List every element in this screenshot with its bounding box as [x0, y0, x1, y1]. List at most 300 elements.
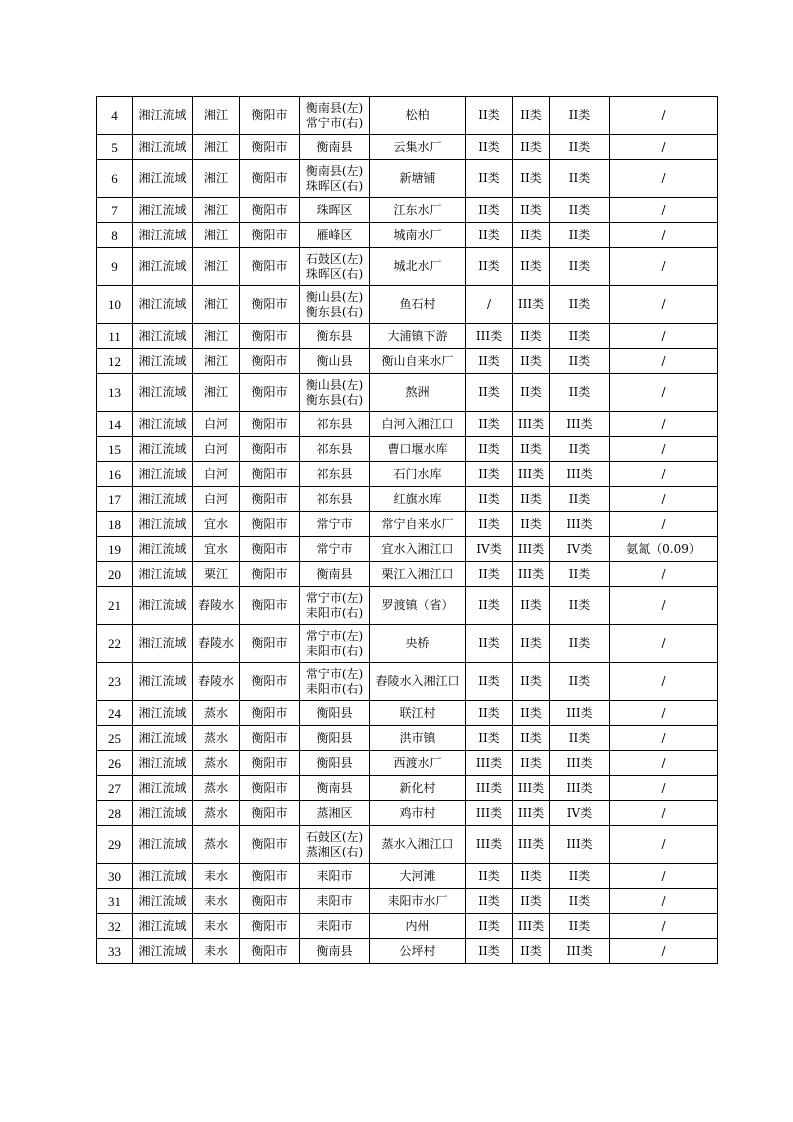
class-cell-2: II类 — [513, 939, 550, 964]
city-cell: 衡阳市 — [240, 663, 300, 701]
note-cell: / — [610, 826, 718, 864]
class-cell-3: II类 — [550, 864, 610, 889]
district-cell — [300, 97, 370, 135]
section-cell: 城北水厂 — [370, 248, 466, 286]
class-cell-3: III类 — [550, 776, 610, 801]
row-number: 6 — [97, 160, 133, 198]
basin-cell: 湘江流域 — [133, 562, 193, 587]
river-cell: 舂陵水 — [193, 587, 240, 625]
class-cell-3: II类 — [550, 889, 610, 914]
basin-cell: 湘江流域 — [133, 97, 193, 135]
city-cell: 衡阳市 — [240, 889, 300, 914]
class-cell-3: II类 — [550, 198, 610, 223]
table-row — [97, 663, 718, 701]
note-cell: / — [610, 701, 718, 726]
basin-cell: 湘江流域 — [133, 324, 193, 349]
note-cell: / — [610, 462, 718, 487]
district-line: 蒸湘区(右) — [305, 844, 364, 859]
class-cell-3: II类 — [550, 487, 610, 512]
river-cell: 白河 — [193, 487, 240, 512]
district-cell — [300, 135, 370, 160]
class-cell-2: II类 — [513, 625, 550, 663]
note-cell: / — [610, 324, 718, 349]
row-number: 19 — [97, 537, 133, 562]
district-line: 衡南县 — [316, 139, 353, 154]
district-line: 衡东县 — [316, 328, 353, 343]
section-cell: 央桥 — [370, 625, 466, 663]
district-line: 衡南县(左) — [305, 100, 364, 115]
city-cell: 衡阳市 — [240, 537, 300, 562]
note-cell: / — [610, 412, 718, 437]
table-row — [97, 286, 718, 324]
district-cell — [300, 248, 370, 286]
class-cell-1: II类 — [466, 135, 513, 160]
class-cell-2: II类 — [513, 349, 550, 374]
row-number: 14 — [97, 412, 133, 437]
section-cell: 红旗水库 — [370, 487, 466, 512]
basin-cell: 湘江流域 — [133, 939, 193, 964]
basin-cell: 湘江流域 — [133, 412, 193, 437]
district-line: 耒阳市(右) — [305, 681, 364, 696]
class-cell-1: II类 — [466, 625, 513, 663]
river-cell: 湘江 — [193, 198, 240, 223]
section-cell: 洪市镇 — [370, 726, 466, 751]
river-cell: 湘江 — [193, 135, 240, 160]
row-number: 16 — [97, 462, 133, 487]
district-line: 石鼓区(左) — [305, 251, 364, 266]
note-cell: / — [610, 160, 718, 198]
row-number: 22 — [97, 625, 133, 663]
row-number: 27 — [97, 776, 133, 801]
district-line: 常宁市(左) — [305, 590, 364, 605]
class-cell-3: II类 — [550, 135, 610, 160]
class-cell-2: II类 — [513, 487, 550, 512]
class-cell-3: III类 — [550, 701, 610, 726]
section-cell: 熬洲 — [370, 374, 466, 412]
class-cell-2: III类 — [513, 562, 550, 587]
class-cell-1: II类 — [466, 462, 513, 487]
class-cell-2: II类 — [513, 751, 550, 776]
basin-cell: 湘江流域 — [133, 726, 193, 751]
note-cell: / — [610, 437, 718, 462]
district-line: 衡阳县 — [316, 755, 353, 770]
river-cell: 湘江 — [193, 349, 240, 374]
city-cell: 衡阳市 — [240, 248, 300, 286]
class-cell-2: III类 — [513, 286, 550, 324]
section-cell: 耒阳市水厂 — [370, 889, 466, 914]
class-cell-3: III类 — [550, 462, 610, 487]
district-cell — [300, 462, 370, 487]
basin-cell: 湘江流域 — [133, 801, 193, 826]
table-row — [97, 939, 718, 964]
class-cell-1: II类 — [466, 939, 513, 964]
district-line: 衡山县 — [316, 353, 353, 368]
note-cell: / — [610, 97, 718, 135]
section-cell: 常宁自来水厂 — [370, 512, 466, 537]
river-cell: 湘江 — [193, 324, 240, 349]
district-cell — [300, 512, 370, 537]
section-cell: 公坪村 — [370, 939, 466, 964]
class-cell-2: II类 — [513, 374, 550, 412]
class-cell-3: III类 — [550, 826, 610, 864]
city-cell: 衡阳市 — [240, 826, 300, 864]
class-cell-1: III类 — [466, 324, 513, 349]
district-line: 珠晖区(右) — [305, 178, 364, 193]
river-cell: 宜水 — [193, 512, 240, 537]
note-cell: / — [610, 726, 718, 751]
district-line: 祁东县 — [316, 416, 353, 431]
river-cell: 耒水 — [193, 914, 240, 939]
class-cell-3: II类 — [550, 437, 610, 462]
table-row — [97, 562, 718, 587]
class-cell-1: II类 — [466, 374, 513, 412]
class-cell-1: II类 — [466, 889, 513, 914]
district-line: 衡南县 — [316, 780, 353, 795]
class-cell-2: II类 — [513, 223, 550, 248]
district-line: 常宁市 — [316, 516, 353, 531]
class-cell-1: II类 — [466, 864, 513, 889]
row-number: 26 — [97, 751, 133, 776]
table-row — [97, 349, 718, 374]
class-cell-3: III类 — [550, 412, 610, 437]
basin-cell: 湘江流域 — [133, 223, 193, 248]
city-cell: 衡阳市 — [240, 726, 300, 751]
city-cell: 衡阳市 — [240, 939, 300, 964]
class-cell-2: III类 — [513, 826, 550, 864]
note-cell: / — [610, 914, 718, 939]
note-cell: / — [610, 487, 718, 512]
district-cell — [300, 701, 370, 726]
basin-cell: 湘江流域 — [133, 248, 193, 286]
class-cell-3: II类 — [550, 97, 610, 135]
row-number: 12 — [97, 349, 133, 374]
district-cell — [300, 487, 370, 512]
district-cell — [300, 939, 370, 964]
section-cell: 新塘铺 — [370, 160, 466, 198]
table-row — [97, 223, 718, 248]
note-cell: / — [610, 625, 718, 663]
basin-cell: 湘江流域 — [133, 625, 193, 663]
section-cell: 蒸水入湘江口 — [370, 826, 466, 864]
class-cell-3: II类 — [550, 663, 610, 701]
district-line: 衡阳县 — [316, 730, 353, 745]
class-cell-3: II类 — [550, 726, 610, 751]
class-cell-2: II类 — [513, 160, 550, 198]
class-cell-3: IV类 — [550, 537, 610, 562]
class-cell-3: II类 — [550, 286, 610, 324]
table-row — [97, 625, 718, 663]
city-cell: 衡阳市 — [240, 198, 300, 223]
class-cell-2: II类 — [513, 889, 550, 914]
district-line: 珠晖区 — [316, 202, 353, 217]
district-line: 祁东县 — [316, 466, 353, 481]
section-cell: 联江村 — [370, 701, 466, 726]
note-cell: / — [610, 349, 718, 374]
river-cell: 湘江 — [193, 374, 240, 412]
note-cell: / — [610, 801, 718, 826]
row-number: 17 — [97, 487, 133, 512]
section-cell: 云集水厂 — [370, 135, 466, 160]
class-cell-1: II类 — [466, 160, 513, 198]
basin-cell: 湘江流域 — [133, 701, 193, 726]
city-cell: 衡阳市 — [240, 776, 300, 801]
district-cell — [300, 349, 370, 374]
river-cell: 蒸水 — [193, 701, 240, 726]
table-row — [97, 826, 718, 864]
district-line: 常宁市(左) — [305, 666, 364, 681]
section-cell: 内州 — [370, 914, 466, 939]
district-cell — [300, 537, 370, 562]
basin-cell: 湘江流域 — [133, 135, 193, 160]
row-number: 23 — [97, 663, 133, 701]
row-number: 33 — [97, 939, 133, 964]
district-line: 衡山县(左) — [305, 377, 364, 392]
table-row — [97, 776, 718, 801]
table-row — [97, 864, 718, 889]
section-cell: 宜水入湘江口 — [370, 537, 466, 562]
class-cell-1: / — [466, 286, 513, 324]
class-cell-2: II类 — [513, 587, 550, 625]
district-cell — [300, 801, 370, 826]
class-cell-3: III类 — [550, 751, 610, 776]
class-cell-1: III类 — [466, 776, 513, 801]
river-cell: 湘江 — [193, 223, 240, 248]
city-cell: 衡阳市 — [240, 751, 300, 776]
note-cell: / — [610, 864, 718, 889]
table-row — [97, 462, 718, 487]
district-cell — [300, 223, 370, 248]
district-cell — [300, 826, 370, 864]
river-cell: 蒸水 — [193, 776, 240, 801]
class-cell-1: II类 — [466, 663, 513, 701]
row-number: 8 — [97, 223, 133, 248]
water-quality-table — [96, 96, 718, 964]
table-row — [97, 512, 718, 537]
district-cell — [300, 374, 370, 412]
city-cell: 衡阳市 — [240, 135, 300, 160]
class-cell-1: II类 — [466, 349, 513, 374]
class-cell-2: II类 — [513, 248, 550, 286]
note-cell: / — [610, 751, 718, 776]
river-cell: 湘江 — [193, 248, 240, 286]
district-cell — [300, 198, 370, 223]
district-cell — [300, 437, 370, 462]
city-cell: 衡阳市 — [240, 487, 300, 512]
section-cell: 新化村 — [370, 776, 466, 801]
class-cell-2: III类 — [513, 537, 550, 562]
note-cell: / — [610, 587, 718, 625]
section-cell: 曹口堰水库 — [370, 437, 466, 462]
basin-cell: 湘江流域 — [133, 349, 193, 374]
basin-cell: 湘江流域 — [133, 286, 193, 324]
city-cell: 衡阳市 — [240, 160, 300, 198]
class-cell-2: II类 — [513, 663, 550, 701]
district-line: 祁东县 — [316, 491, 353, 506]
class-cell-3: III类 — [550, 512, 610, 537]
note-cell: / — [610, 223, 718, 248]
class-cell-3: II类 — [550, 248, 610, 286]
district-line: 衡南县 — [316, 943, 353, 958]
district-cell — [300, 889, 370, 914]
class-cell-2: III类 — [513, 914, 550, 939]
row-number: 13 — [97, 374, 133, 412]
class-cell-1: II类 — [466, 701, 513, 726]
note-cell: / — [610, 939, 718, 964]
district-line: 衡东县(右) — [305, 392, 364, 407]
row-number: 10 — [97, 286, 133, 324]
river-cell: 舂陵水 — [193, 625, 240, 663]
class-cell-1: II类 — [466, 248, 513, 286]
row-number: 21 — [97, 587, 133, 625]
city-cell: 衡阳市 — [240, 97, 300, 135]
basin-cell: 湘江流域 — [133, 374, 193, 412]
basin-cell: 湘江流域 — [133, 826, 193, 864]
section-cell: 城南水厂 — [370, 223, 466, 248]
note-cell: / — [610, 512, 718, 537]
city-cell: 衡阳市 — [240, 801, 300, 826]
district-line: 耒阳市 — [316, 893, 353, 908]
row-number: 25 — [97, 726, 133, 751]
district-line: 常宁市(左) — [305, 628, 364, 643]
class-cell-1: III类 — [466, 801, 513, 826]
row-number: 31 — [97, 889, 133, 914]
basin-cell: 湘江流域 — [133, 462, 193, 487]
river-cell: 蒸水 — [193, 826, 240, 864]
river-cell: 耒水 — [193, 864, 240, 889]
basin-cell: 湘江流域 — [133, 537, 193, 562]
basin-cell: 湘江流域 — [133, 751, 193, 776]
class-cell-3: II类 — [550, 374, 610, 412]
basin-cell: 湘江流域 — [133, 160, 193, 198]
note-cell: / — [610, 135, 718, 160]
river-cell: 耒水 — [193, 939, 240, 964]
section-cell: 罗渡镇（省） — [370, 587, 466, 625]
district-cell — [300, 726, 370, 751]
city-cell: 衡阳市 — [240, 349, 300, 374]
class-cell-2: II类 — [513, 135, 550, 160]
row-number: 24 — [97, 701, 133, 726]
table-row — [97, 701, 718, 726]
district-line: 常宁市 — [316, 541, 353, 556]
table-row — [97, 801, 718, 826]
table-body — [97, 97, 718, 964]
district-cell — [300, 864, 370, 889]
row-number: 18 — [97, 512, 133, 537]
district-line: 耒阳市 — [316, 918, 353, 933]
district-line: 耒阳市 — [316, 868, 353, 883]
class-cell-3: II类 — [550, 914, 610, 939]
section-cell: 白河入湘江口 — [370, 412, 466, 437]
district-line: 祁东县 — [316, 441, 353, 456]
city-cell: 衡阳市 — [240, 914, 300, 939]
section-cell: 大河滩 — [370, 864, 466, 889]
district-line: 衡南县(左) — [305, 163, 364, 178]
district-line: 衡南县 — [316, 566, 353, 581]
class-cell-1: II类 — [466, 97, 513, 135]
section-cell: 衡山自来水厂 — [370, 349, 466, 374]
river-cell: 栗江 — [193, 562, 240, 587]
class-cell-1: II类 — [466, 487, 513, 512]
city-cell: 衡阳市 — [240, 625, 300, 663]
city-cell: 衡阳市 — [240, 286, 300, 324]
river-cell: 耒水 — [193, 889, 240, 914]
row-number: 11 — [97, 324, 133, 349]
class-cell-1: II类 — [466, 412, 513, 437]
note-cell: / — [610, 776, 718, 801]
city-cell: 衡阳市 — [240, 462, 300, 487]
basin-cell: 湘江流域 — [133, 587, 193, 625]
section-cell: 鸡市村 — [370, 801, 466, 826]
class-cell-1: III类 — [466, 751, 513, 776]
basin-cell: 湘江流域 — [133, 198, 193, 223]
table-row — [97, 248, 718, 286]
section-cell: 江东水厂 — [370, 198, 466, 223]
district-cell — [300, 776, 370, 801]
district-line: 石鼓区(左) — [305, 829, 364, 844]
river-cell: 湘江 — [193, 286, 240, 324]
district-cell — [300, 914, 370, 939]
class-cell-3: III类 — [550, 939, 610, 964]
city-cell: 衡阳市 — [240, 324, 300, 349]
basin-cell: 湘江流域 — [133, 512, 193, 537]
district-line: 珠晖区(右) — [305, 266, 364, 281]
table-row — [97, 537, 718, 562]
class-cell-1: II类 — [466, 512, 513, 537]
district-cell — [300, 412, 370, 437]
basin-cell: 湘江流域 — [133, 663, 193, 701]
note-cell: / — [610, 663, 718, 701]
table-row — [97, 374, 718, 412]
basin-cell: 湘江流域 — [133, 437, 193, 462]
river-cell: 蒸水 — [193, 751, 240, 776]
class-cell-3: II类 — [550, 160, 610, 198]
district-line: 耒阳市(右) — [305, 605, 364, 620]
class-cell-2: II类 — [513, 97, 550, 135]
class-cell-2: II类 — [513, 701, 550, 726]
class-cell-2: II类 — [513, 864, 550, 889]
district-line: 雁峰区 — [316, 227, 353, 242]
table-row — [97, 97, 718, 135]
table-row — [97, 412, 718, 437]
district-cell — [300, 625, 370, 663]
river-cell: 白河 — [193, 437, 240, 462]
basin-cell: 湘江流域 — [133, 864, 193, 889]
river-cell: 舂陵水 — [193, 663, 240, 701]
basin-cell: 湘江流域 — [133, 914, 193, 939]
row-number: 20 — [97, 562, 133, 587]
class-cell-3: II类 — [550, 223, 610, 248]
section-cell: 西渡水厂 — [370, 751, 466, 776]
river-cell: 蒸水 — [193, 726, 240, 751]
district-cell — [300, 324, 370, 349]
city-cell: 衡阳市 — [240, 587, 300, 625]
city-cell: 衡阳市 — [240, 437, 300, 462]
note-cell: / — [610, 286, 718, 324]
district-cell — [300, 663, 370, 701]
river-cell: 蒸水 — [193, 801, 240, 826]
city-cell: 衡阳市 — [240, 701, 300, 726]
class-cell-1: IV类 — [466, 537, 513, 562]
class-cell-3: II类 — [550, 587, 610, 625]
class-cell-1: III类 — [466, 826, 513, 864]
class-cell-3: IV类 — [550, 801, 610, 826]
class-cell-1: II类 — [466, 437, 513, 462]
river-cell: 湘江 — [193, 160, 240, 198]
note-cell: / — [610, 562, 718, 587]
city-cell: 衡阳市 — [240, 512, 300, 537]
row-number: 28 — [97, 801, 133, 826]
river-cell: 白河 — [193, 412, 240, 437]
